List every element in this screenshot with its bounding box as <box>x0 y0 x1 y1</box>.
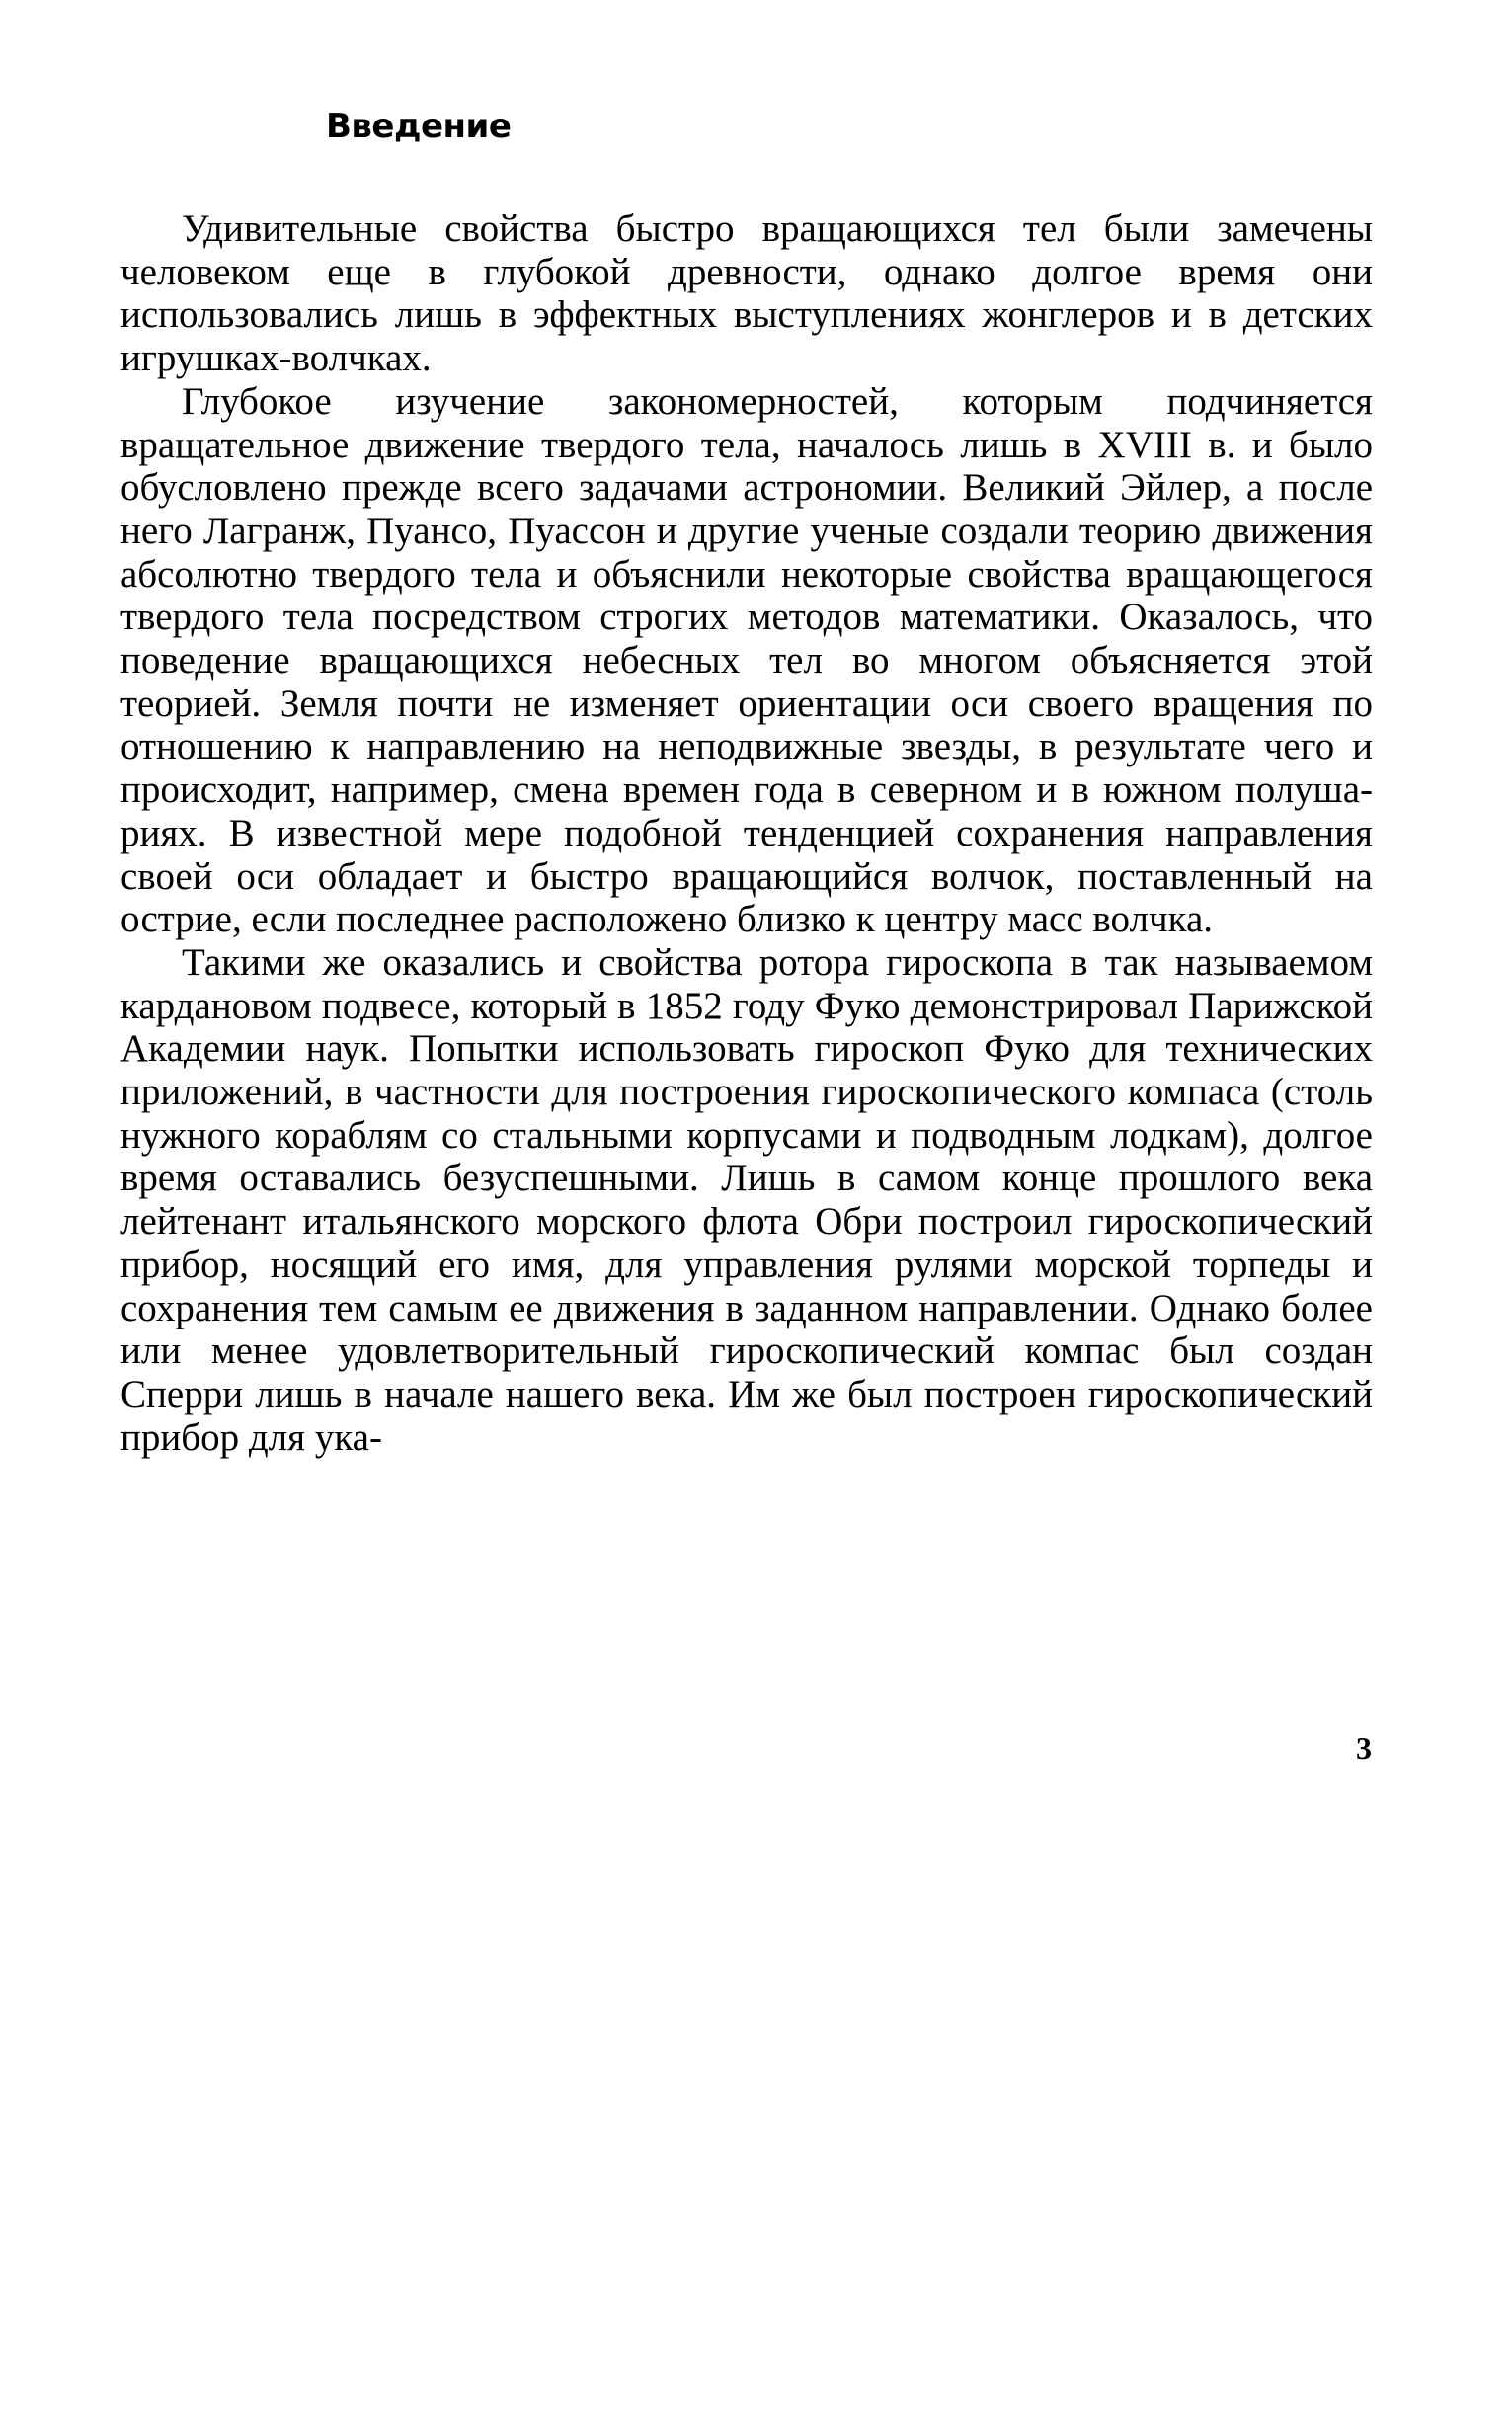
body-text <box>120 207 1373 1459</box>
page-number: 3 <box>1356 1731 1372 1766</box>
paragraph-2: Глубокое изучение закономерностей, которым подчиняется вращательное движение твердого тела, началось лишь в XVIII в. и было обусловлено прежде всего задачами астрономии. Великий Эйлер, а после него Лагранж, Пуансо, Пуассон и другие ученые создали теорию движения абсолютно твердого тела и объяснили некоторые свойства вращающегося твердого тела посредством строгих методов математики. Оказалось, что поведение вращающихся небесных тел во многом объясняется этой теорией. Земля почти не изменяет ориентации оси своего вращения по отношению к направлению на неподвижные звезды, в результате чего и происходит, например, смена времен года в северном и в южном полушариях. В известной мере подобной тенденцией сохранения направления своей оси обладает и быстро вращающийся волчок, поставленный на острие, если последнее расположено близко к центру масс волчка. <box>120 379 1373 941</box>
paragraph-1: Удивительные свойства быстро вращающихся тел были замечены человеком еще в глубокой древности, однако долгое время они использовались лишь в эффектных выступлениях жонглеров и в детских игрушках-волчках. <box>120 207 1373 380</box>
paragraph-3: Такими же оказались и свойства ротора гироскопа в так называемом кардановом подвесе, который в 1852 году Фуко демонстрировал Парижской Академии наук. Попытки использовать гироскоп Фуко для технических приложений, в частности для построения гироскопического компаса (столь нужного кораблям со стальными корпусами и подводным лодкам), долгое время оставались безуспешными. Лишь в самом конце прошлого века лейтенант итальянского морского флота Обри построил гироскопический прибор, носящий его имя, для управления рулями морской торпеды и сохранения тем самым ее движения в заданном направлении. Однако более или менее удовлетворительный гироскопический компас был создан Сперри лишь в начале нашего века. Им же был построен гироскопический прибор для ука- <box>120 940 1373 1459</box>
section-heading: Введение <box>326 107 512 146</box>
